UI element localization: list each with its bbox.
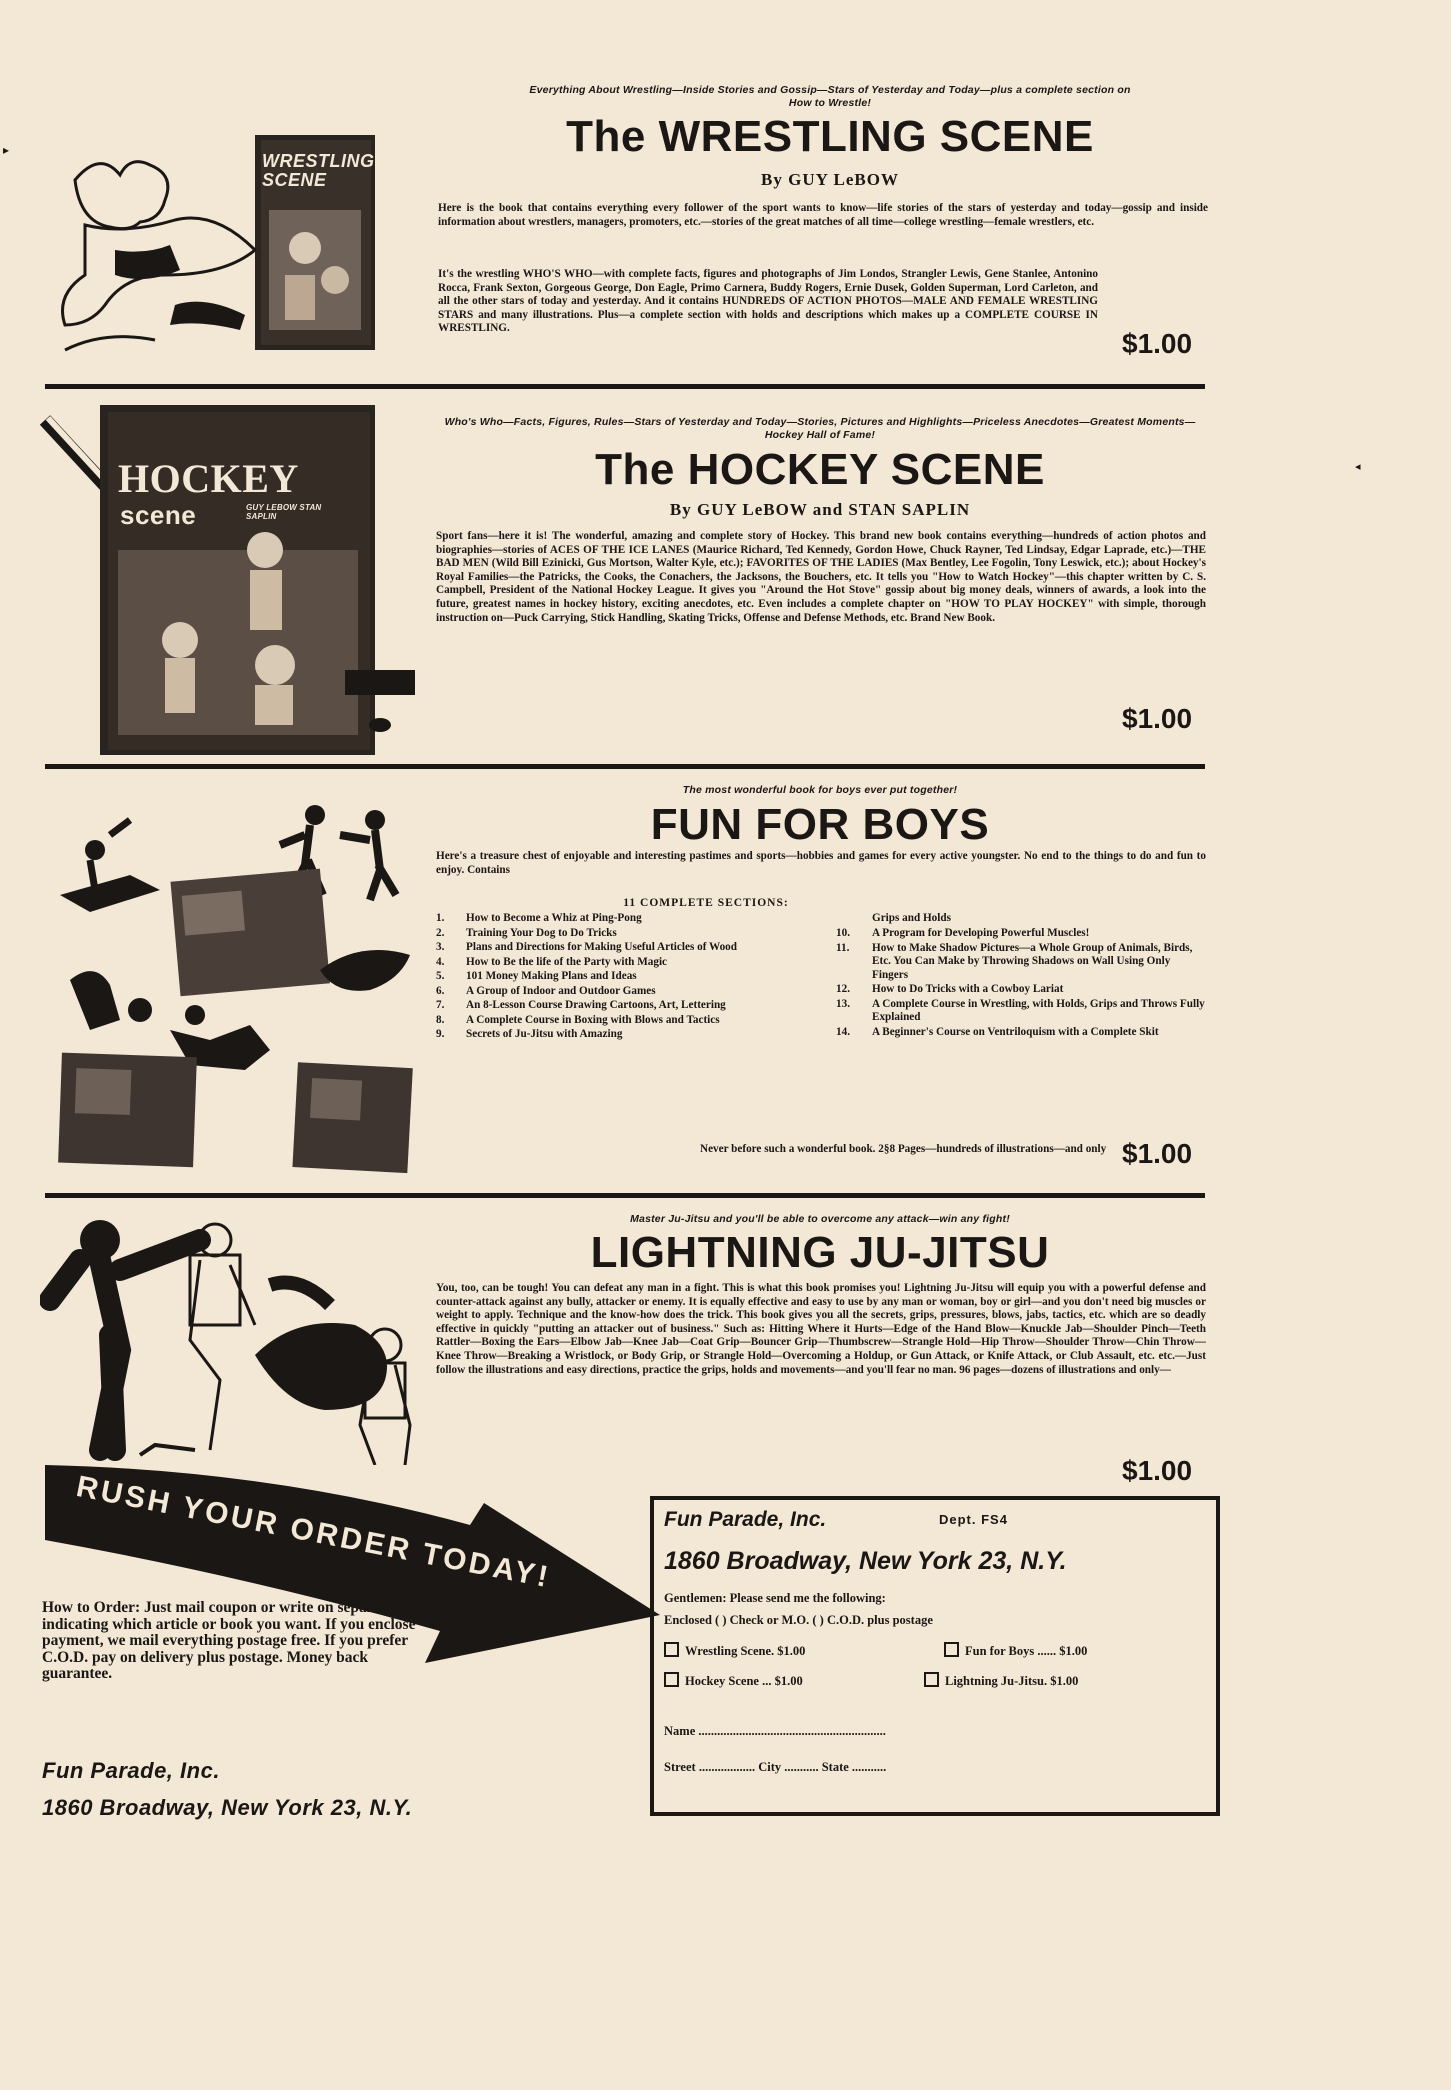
- coupon-option-wrestling[interactable]: Wrestling Scene. $1.00: [664, 1642, 805, 1659]
- fun-left-list: [436, 912, 806, 1043]
- margin-mark-left: ▸: [3, 143, 10, 157]
- coupon-option-hockey[interactable]: Hockey Scene ... $1.00: [664, 1672, 803, 1689]
- coupon-option-jujitsu[interactable]: Lightning Ju-Jitsu. $1.00: [924, 1672, 1078, 1689]
- wrestling-illustration: [55, 130, 435, 360]
- coupon-address: 1860 Broadway, New York 23, N.Y.: [664, 1547, 1067, 1575]
- wrestling-byline: By GUY LeBOW: [761, 170, 899, 189]
- coupon-option-fun[interactable]: Fun for Boys ...... $1.00: [944, 1642, 1087, 1659]
- fun-price: $1.00: [1122, 1138, 1193, 1169]
- coupon-dept: Dept. FS4: [939, 1512, 1008, 1527]
- list-item: 3. Plans and Directions for Making Useful Articles of Wood: [436, 941, 737, 953]
- wrestling-cover-title: WRESTLING SCENE: [262, 151, 375, 190]
- list-item: 2. Training Your Dog to Do Tricks: [436, 926, 617, 939]
- hockey-byline: By GUY LeBOW and STAN SAPLIN: [669, 500, 971, 519]
- order-coupon: [650, 1496, 1220, 1816]
- list-item: 8. A Complete Course in Boxing with Blows and Tactics: [436, 1013, 720, 1026]
- divider-3: [45, 1193, 1205, 1198]
- list-item: 13. A Complete Course in Wrestling, with Holds, Grips and Throws Fully Explained: [836, 997, 1205, 1023]
- hockey-price: $1.00: [1122, 703, 1193, 734]
- fun-closing: Never before such a wonderful book. 2§8 Pages—hundreds of illustrations—and only: [700, 1143, 1107, 1155]
- hockey-body: Sport fans—here it is! The wonderful, amazing and complete story of Hockey. This brand new book contains everything—hundreds of action photos and biographies—stories of ACES OF THE ICE LANES (Maurice Richard, Ted Kennedy, Gordon Howe, Chuck Rayner, Ted Lindsay, Edgar Laprade, etc.)—THE BAD MEN (Wild Bill Ezinicki, Gus Mortson, Walter Kyle, etc.); FAVORITES OF THE LADIES (Max Bentley, Lee Fogolin, Tony Leswick, etc.); about Hockey's Royal Families—the Patricks, the Cooks, the Conachers, the Jacksons, the Bouchers, etc. It tells you "How to Watch Hockey"—this chapter written by C. S. Campbell, President of the National Hockey League. It gives you "Around the Hot Stove" gossip about big money deals, winners of awards, a look into the future, greatest names in hockey history, exciting anecdotes, etc. Even includes a complete chapter on "HOW TO PLAY HOCKEY" with simple, thorough instruction on—Puck Carrying, Stick Handling, Skating Tricks, Offense and Defense Methods, etc. Brand New Book.: [436, 530, 1206, 624]
- hockey-illustration: [40, 400, 430, 760]
- list-item: 1. How to Become a Whiz at Ping-Pong: [436, 912, 642, 924]
- fun-intro: Here's a treasure chest of enjoyable and interesting pastimes and sports—hobbies and games for every active youngster. No end to the things to do and fun to enjoy. Contains: [436, 850, 1206, 876]
- checkbox[interactable]: [664, 1672, 679, 1687]
- list-item: 14. A Beginner's Course on Ventriloquism with a Complete Skit: [836, 1025, 1159, 1038]
- list-item: 10. A Program for Developing Powerful Muscles!: [836, 927, 1090, 939]
- how-to-order: How to Order: Just mail coupon or write on separate letter indicating which article or book you want. If you enclose payment, we mail everything postage free. If you prefer C.O.D. pay on delivery plus postage. Money back guarantee.: [42, 1599, 433, 1683]
- divider-2: [45, 764, 1205, 769]
- margin-mark-right: ◂: [1355, 460, 1361, 473]
- fun-right-lead: Grips and Holds: [872, 912, 951, 924]
- jujitsu-illustration: [40, 1215, 435, 1465]
- coupon-name-field[interactable]: Name ............................................................: [664, 1724, 886, 1738]
- fun-tagline: The most wonderful book for boys ever put together!: [682, 784, 958, 796]
- hockey-title: The HOCKEY SCENE: [595, 445, 1045, 494]
- divider-1: [45, 384, 1205, 389]
- list-item: 4. How to Be the life of the Party with Magic: [436, 955, 668, 968]
- list-item: 11. How to Make Shadow Pictures—a Whole Group of Animals, Birds, Etc. You Can Make by Throwing Shadows on Wall Using Only Fingers: [836, 941, 1193, 981]
- coupon-company: Fun Parade, Inc.: [664, 1508, 827, 1531]
- list-item: 9. Secrets of Ju-Jitsu with Amazing: [436, 1028, 623, 1040]
- jujitsu-tagline: Master Ju-Jitsu and you'll be able to overcome any attack—win any fight!: [630, 1213, 1010, 1225]
- fun-right-list: [836, 927, 1208, 1040]
- jujitsu-body: You, too, can be tough! You can defeat any man in a fight. This is what this book promises you! Lightning Ju-Jitsu will equip you with a powerful defense and counter-attack against any bully, attacker or enemy. It is equally effective and easy to use by any man or woman, boy or girl—and you don't need big muscles or weight to apply. Technique and the know-how does the trick. This book gives you all the secrets, grips, pressures, blows, jabs, tactics, etc. which are so deadly effective in quickly "putting an attacker out of business." Such as: Hitting Where it Hurts—Edge of the Hand Blow—Knuckle Jab—Shoulder Pinch—Teeth Rattler—Boxing the Ears—Elbow Jab—Knee Jab—Coat Grip—Bouncer Grip—Thumbscrew—Strangle Hold—Hip Throw—Shoulder Throw—Chin Throw—Knee Throw—Breaking a Wristlock, or Body Grip, or Strangle Hold—Overcoming a Holdup, or Gun Attack, or Knife Attack, or Club Assault, etc. etc.—Just follow the illustrations and easy directions, practice the grips, holds and movements—and you'll fear no man. 96 pages—dozens of illustrations and only—: [436, 1282, 1206, 1376]
- checkbox[interactable]: [664, 1642, 679, 1657]
- fun-sections-title: 11 COMPLETE SECTIONS:: [623, 897, 789, 909]
- coupon-street-field[interactable]: Street .................. City ........... State ...........: [664, 1760, 887, 1774]
- list-item: 6. A Group of Indoor and Outdoor Games: [436, 984, 656, 997]
- checkbox[interactable]: [944, 1642, 959, 1657]
- list-item: 7. An 8-Lesson Course Drawing Cartoons, Art, Lettering: [436, 999, 726, 1011]
- wrestling-price: $1.00: [1122, 328, 1193, 359]
- wrestling-body-2: It's the wrestling WHO'S WHO—with complete facts, figures and photographs of Jim Londos, Strangler Lewis, Gene Stanlee, Antonino Rocca, Frank Sexton, Gorgeous George, Don Eagle, Primo Carnera, Buddy Rogers, Ernie Dusek, Golden Superman, Lord Carleton, and all the other stars of today and yesterday. And it contains HUNDREDS OF ACTION PHOTOS—MALE AND FEMALE WRESTLING STARS and many illustrations. Plus—a complete section with holds and descriptions which makes up a COMPLETE COURSE IN WRESTLING.: [438, 268, 1098, 335]
- hockey-cover-authors: GUY LEBOW STAN SAPLIN: [246, 503, 322, 521]
- hockey-cover-title-1: HOCKEY: [118, 456, 299, 501]
- order-company: Fun Parade, Inc.: [42, 1758, 220, 1783]
- fun-illustration: [50, 800, 430, 1185]
- wrestling-body-1-full: Here is the book that contains everything every follower of the sport wants to know—life stories of the stars of yesterday and today—gossip and inside information about wrestlers, managers, promoters, etc.—stories of the great matches of all time—college wrestling—female wrestlers, etc.: [438, 202, 1208, 228]
- checkbox[interactable]: [924, 1672, 939, 1687]
- list-item: 12. How to Do Tricks with a Cowboy Lariat: [836, 983, 1064, 995]
- hockey-tagline: Who's Who—Facts, Figures, Rules—Stars of Yesterday and Today—Stories, Pictures and Highlights—Priceless Anecdotes—Greatest Moments—Hockey Hall of Fame!: [444, 416, 1196, 441]
- jujitsu-title: LIGHTNING JU-JITSU: [590, 1228, 1050, 1277]
- coupon-gentlemen: Gentlemen: Please send me the following:: [664, 1591, 886, 1605]
- hockey-cover-title-2: scene: [120, 500, 197, 530]
- order-address: 1860 Broadway, New York 23, N.Y.: [42, 1795, 413, 1820]
- list-item: 5. 101 Money Making Plans and Ideas: [436, 970, 637, 982]
- wrestling-tagline: Everything About Wrestling—Inside Stories and Gossip—Stars of Yesterday and Today—plus a complete section on How to Wrestle!: [529, 84, 1131, 109]
- fun-title: FUN FOR BOYS: [650, 800, 990, 849]
- order-arrow-text: RUSH YOUR ORDER TODAY!: [73, 1470, 554, 1595]
- wrestling-title: The WRESTLING SCENE: [566, 112, 1094, 161]
- coupon-enclosed[interactable]: Enclosed ( ) Check or M.O. ( ) C.O.D. plus postage: [664, 1613, 933, 1627]
- jujitsu-price: $1.00: [1122, 1455, 1193, 1486]
